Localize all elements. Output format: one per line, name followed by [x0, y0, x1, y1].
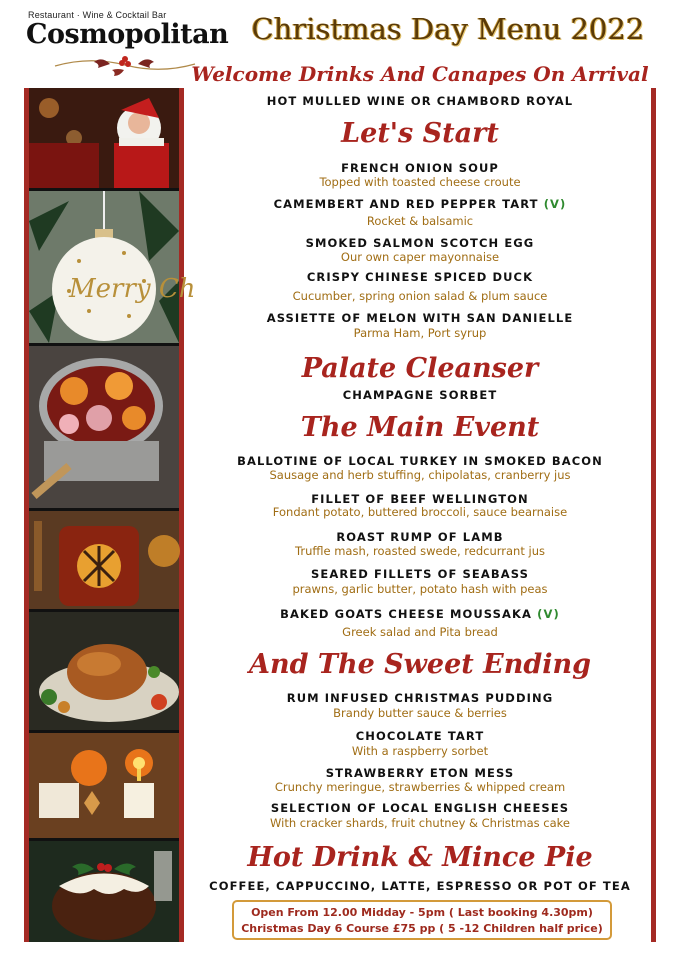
desserts-heading: And The Sweet Ending — [249, 649, 591, 680]
hot-drink-text: COFFEE, CAPPUCCINO, LATTE, ESPRESSO OR POT OF TEA — [209, 879, 631, 893]
vegetarian-badge: (V) — [543, 197, 567, 211]
starters-heading: Let's Start — [341, 118, 499, 149]
photo-strip — [24, 88, 196, 942]
menu-item-name — [190, 607, 650, 621]
menu-item-name: SEARED FILLETS OF SEABASS — [311, 567, 529, 581]
menu-item-desc: With a raspberry sorbet — [351, 744, 489, 758]
menu-item-desc: Sausage and herb stuffing, chipolatas, cranberry jus — [269, 468, 571, 482]
welcome-text: HOT MULLED WINE OR CHAMBORD ROYAL — [266, 94, 574, 108]
menu-item-name: STRAWBERRY ETON MESS — [325, 766, 515, 780]
opening-info-box — [232, 900, 612, 940]
roast-turkey-photo — [29, 612, 179, 730]
ornament-text: Merry Ch — [69, 274, 196, 304]
menu-item-desc: prawns, garlic butter, potato hash with peas — [292, 582, 548, 596]
menu-item-desc: Fondant potato, buttered broccoli, sauce bearnaise — [272, 505, 568, 519]
welcome-heading: Welcome Drinks And Canapes On Arrival — [191, 62, 649, 86]
mulled-wine-photo — [29, 346, 179, 508]
christmas-pudding-photo — [29, 841, 179, 942]
menu-item-name: CHOCOLATE TART — [355, 729, 485, 743]
price-info: Christmas Day 6 Course £75 pp ( 5 -12 Children half price) — [241, 922, 603, 935]
spiced-drink-photo — [29, 511, 179, 609]
palate-text: CHAMPAGNE SORBET — [342, 388, 498, 402]
menu-item-name: SELECTION OF LOCAL ENGLISH CHEESES — [270, 801, 570, 815]
menu-item-desc: Truffle mash, roasted swede, redcurrant jus — [295, 544, 545, 558]
menu-item-name: RUM INFUSED CHRISTMAS PUDDING — [286, 691, 554, 705]
hot-drink-heading: Hot Drink & Mince Pie — [247, 842, 593, 873]
menu-item-name: FILLET OF BEEF WELLINGTON — [311, 492, 529, 506]
logo-name: Cosmopolitan — [26, 19, 229, 50]
menu-item-name: ROAST RUMP OF LAMB — [336, 530, 504, 544]
holly-icon — [50, 52, 200, 78]
christmas-cake-photo — [29, 733, 179, 838]
menu-item-desc: Rocket & balsamic — [366, 214, 474, 228]
santa-photo — [29, 88, 179, 188]
menu-item-name: SMOKED SALMON SCOTCH EGG — [305, 236, 535, 250]
menu-item-name — [190, 197, 650, 211]
menu-item-desc: Our own caper mayonnaise — [340, 250, 500, 264]
menu-item-name: FRENCH ONION SOUP — [341, 161, 499, 175]
menu-item-desc: Topped with toasted cheese croute — [319, 175, 521, 189]
palate-heading: Palate Cleanser — [301, 353, 539, 384]
menu-item-name-text: BAKED GOATS CHEESE MOUSSAKA — [280, 607, 533, 621]
menu-item-desc: Parma Ham, Port syrup — [353, 326, 487, 340]
mains-heading: The Main Event — [300, 412, 540, 443]
logo-subtitle: Restaurant · Wine & Cocktail Bar — [28, 10, 167, 20]
right-border — [651, 88, 656, 942]
menu-item-name-text: CAMEMBERT AND RED PEPPER TART — [273, 197, 539, 211]
menu-item-name: ASSIETTE OF MELON WITH SAN DANIELLE — [266, 311, 574, 325]
menu-title: Christmas Day Menu 2022 — [251, 12, 645, 46]
ornament-photo — [29, 191, 196, 343]
menu-item-desc: With cracker shards, fruit chutney & Christmas cake — [270, 816, 570, 830]
menu-item-name: BALLOTINE OF LOCAL TURKEY IN SMOKED BACON — [237, 454, 603, 468]
menu-item-desc: Cucumber, spring onion salad & plum sauce — [292, 289, 548, 303]
menu-item-desc: Greek salad and Pita bread — [342, 625, 498, 639]
menu-item-desc: Crunchy meringue, strawberries & whipped cream — [274, 780, 566, 794]
opening-hours: Open From 12.00 Midday - 5pm ( Last booking 4.30pm) — [251, 906, 593, 919]
menu-item-desc: Brandy butter sauce & berries — [333, 706, 507, 720]
menu-item-name: CRISPY CHINESE SPICED DUCK — [306, 270, 534, 284]
vegetarian-badge: (V) — [537, 607, 560, 621]
